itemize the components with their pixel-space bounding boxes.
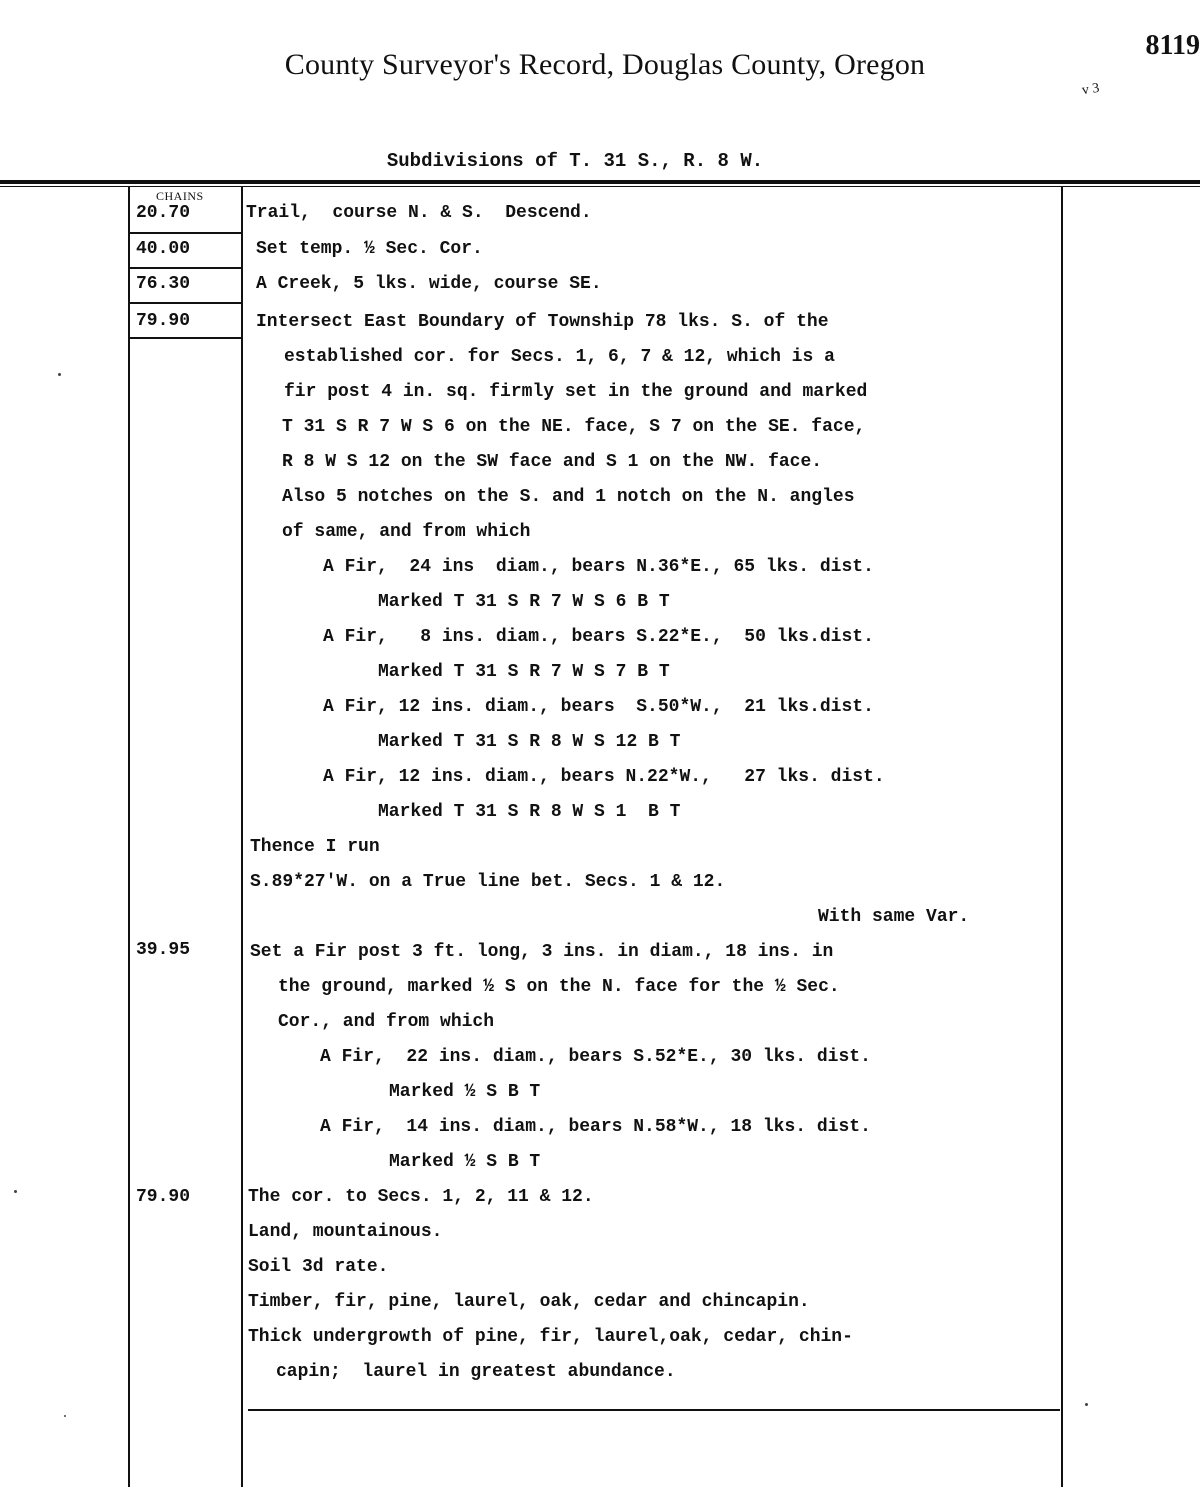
bearing-tree-marking: Marked T 31 S R 7 W S 6 B T: [378, 592, 670, 612]
chain-distance: 39.95: [136, 940, 191, 960]
bearing-tree-marking: Marked ½ S B T: [389, 1152, 541, 1172]
record-line: Land, mountainous.: [248, 1222, 443, 1242]
record-line: The cor. to Secs. 1, 2, 11 & 12.: [248, 1187, 594, 1207]
record-line: Thick undergrowth of pine, fir, laurel,oak, cedar, chin-: [248, 1327, 853, 1347]
bearing-tree-line: A Fir, 12 ins. diam., bears S.50*W., 21 lks.dist.: [323, 697, 874, 717]
handwritten-page-mark: v 3: [1080, 80, 1101, 99]
chain-distance: 40.00: [136, 239, 191, 259]
bearing-tree-marking: Marked ½ S B T: [389, 1082, 541, 1102]
record-line: capin; laurel in greatest abundance.: [276, 1362, 676, 1382]
chain-distance: 79.90: [136, 311, 191, 331]
scan-speck: [1085, 1403, 1088, 1406]
left-column-line: [128, 187, 130, 1487]
record-line: Also 5 notches on the S. and 1 notch on the N. angles: [282, 487, 855, 507]
row-separator: [128, 232, 243, 234]
record-line: Cor., and from which: [278, 1012, 495, 1032]
row-separator: [128, 337, 243, 339]
header-rule-thin: [0, 186, 1200, 187]
scan-speck: [14, 1190, 17, 1193]
record-line: the ground, marked ½ S on the N. face for the ½ Sec.: [278, 977, 840, 997]
scan-speck: [64, 1415, 66, 1417]
bearing-tree-marking: Marked T 31 S R 8 W S 1 B T: [378, 802, 681, 822]
record-line: Soil 3d rate.: [248, 1257, 389, 1277]
scan-speck: [58, 373, 61, 376]
page-number: 8119: [1145, 30, 1200, 61]
record-line: Intersect East Boundary of Township 78 lks. S. of the: [256, 312, 829, 332]
page-title: County Surveyor's Record, Douglas County, Oregon: [284, 48, 926, 81]
record-line: Set temp. ½ Sec. Cor.: [256, 239, 483, 259]
row-separator: [128, 302, 243, 304]
bearing-tree-line: A Fir, 14 ins. diam., bears N.58*W., 18 lks. dist.: [320, 1117, 871, 1137]
record-line: established cor. for Secs. 1, 6, 7 & 12, which is a: [284, 347, 835, 367]
bearing-tree-line: A Fir, 8 ins. diam., bears S.22*E., 50 lks.dist.: [323, 627, 874, 647]
record-line: Thence I run: [250, 837, 380, 857]
row-separator: [128, 267, 243, 269]
chains-column-header: CHAINS: [156, 189, 204, 203]
record-line: S.89*27'W. on a True line bet. Secs. 1 & 12.: [250, 872, 726, 892]
chain-distance: 20.70: [136, 203, 191, 223]
right-column-line: [1061, 187, 1063, 1487]
record-line: With same Var.: [818, 907, 970, 927]
record-line: Timber, fir, pine, laurel, oak, cedar and chincapin.: [248, 1292, 810, 1312]
bearing-tree-line: A Fir, 22 ins. diam., bears S.52*E., 30 lks. dist.: [320, 1047, 871, 1067]
record-line: of same, and from which: [282, 522, 531, 542]
record-line: A Creek, 5 lks. wide, course SE.: [256, 274, 602, 294]
bearing-tree-marking: Marked T 31 S R 8 W S 12 B T: [378, 732, 681, 752]
record-line: fir post 4 in. sq. firmly set in the ground and marked: [284, 382, 868, 402]
chains-column-divider: [241, 187, 243, 1487]
end-of-entry-rule: [248, 1409, 1060, 1411]
record-line: Set a Fir post 3 ft. long, 3 ins. in diam., 18 ins. in: [250, 942, 834, 962]
chain-distance: 79.90: [136, 1187, 191, 1207]
bearing-tree-line: A Fir, 24 ins diam., bears N.36*E., 65 lks. dist.: [323, 557, 874, 577]
chain-distance: 76.30: [136, 274, 191, 294]
bearing-tree-line: A Fir, 12 ins. diam., bears N.22*W., 27 lks. dist.: [323, 767, 885, 787]
section-subtitle: Subdivisions of T. 31 S., R. 8 W.: [386, 150, 764, 172]
record-line: Trail, course N. & S. Descend.: [246, 203, 592, 223]
record-line: T 31 S R 7 W S 6 on the NE. face, S 7 on the SE. face,: [282, 417, 866, 437]
record-line: R 8 W S 12 on the SW face and S 1 on the NW. face.: [282, 452, 823, 472]
bearing-tree-marking: Marked T 31 S R 7 W S 7 B T: [378, 662, 670, 682]
header-rule: [0, 180, 1200, 184]
